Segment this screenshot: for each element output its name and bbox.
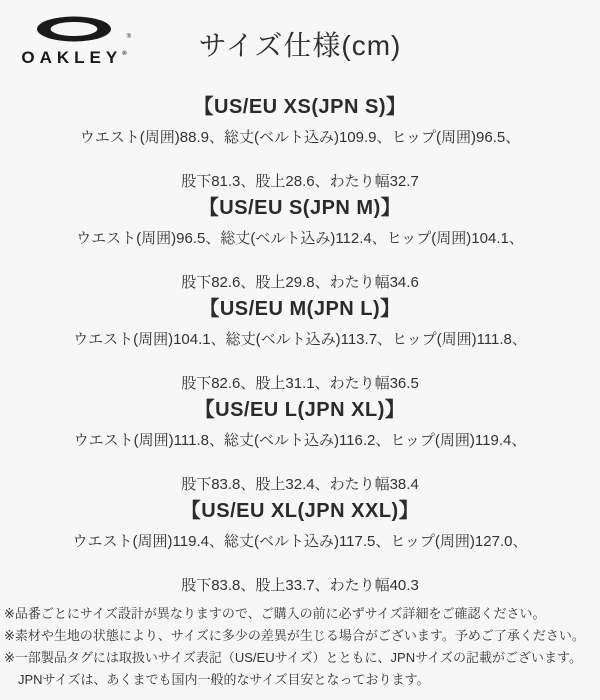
- measurements-line-2: 股下83.8、股上33.7、わたり幅40.3: [181, 577, 419, 594]
- size-section-l: [0, 399, 600, 493]
- header: [0, 0, 600, 90]
- size-sections: [0, 90, 600, 594]
- size-heading: 【US/EU L(JPN XL)】: [194, 399, 406, 421]
- size-section-m: [0, 298, 600, 392]
- measurements-line-1: ウエスト(周囲)111.8、総丈(ベルト込み)116.2、ヒップ(周囲)119.4、: [73, 432, 527, 449]
- size-section-xl: [0, 500, 600, 594]
- measurements-line-2: 股下82.6、股上29.8、わたり幅34.6: [181, 274, 419, 291]
- size-heading: 【US/EU M(JPN L)】: [199, 298, 401, 320]
- measurements-line-1: ウエスト(周囲)119.4、総丈(ベルト込み)117.5、ヒップ(周囲)127.0、: [72, 533, 528, 550]
- size-heading: 【US/EU XS(JPN S)】: [193, 96, 407, 118]
- measurements-line-1: ウエスト(周囲)104.1、総丈(ベルト込み)113.7、ヒップ(周囲)111.8、: [73, 331, 527, 348]
- registered-mark-icon: ®: [126, 34, 131, 40]
- measurements-line-1: ウエスト(周囲)88.9、総丈(ベルト込み)109.9、ヒップ(周囲)96.5、: [79, 129, 521, 146]
- measurements-line-2: 股下81.3、股上28.6、わたり幅32.7: [181, 173, 419, 190]
- footnote-material-variance: ※素材や生地の状態により、サイズに多少の差異が生じる場合がございます。予めご了承ください。: [4, 628, 585, 643]
- size-heading: 【US/EU S(JPN M)】: [198, 197, 402, 219]
- measurements-line-2: 股下83.8、股上32.4、わたり幅38.4: [181, 476, 419, 493]
- measurements-line-1: ウエスト(周囲)96.5、総丈(ベルト込み)112.4、ヒップ(周囲)104.1、: [76, 230, 524, 247]
- measurements-line-2: 股下82.6、股上31.1、わたり幅36.5: [181, 375, 419, 392]
- registered-mark-icon: ®: [122, 51, 127, 57]
- size-section-s: [0, 197, 600, 291]
- brand-name-text: OAKLEY: [21, 48, 123, 67]
- footnote-tag-sizing: ※一部製品タグには取扱いサイズ表記（US/EUサイズ）とともに、JPNサイズの記載がございます。: [4, 650, 583, 665]
- page-title: サイズ仕様(cm): [198, 30, 402, 61]
- footnote-size-design: ※品番ごとにサイズ設計が異なりますので、ご購入の前に必ずサイズ詳細をご確認ください。: [4, 606, 546, 621]
- footnotes: [0, 601, 600, 691]
- footnote-jpn-size-guide: JPNサイズは、あくまでも国内一般的なサイズ目安となっております。: [18, 672, 430, 687]
- size-section-xs: [0, 96, 600, 190]
- size-heading: 【US/EU XL(JPN XXL)】: [180, 500, 420, 522]
